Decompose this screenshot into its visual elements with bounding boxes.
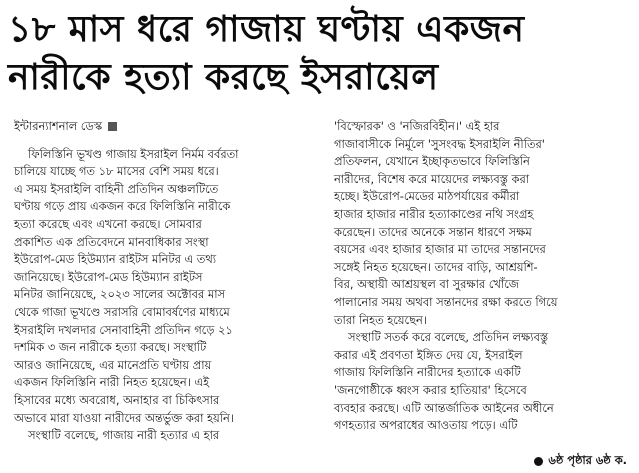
square-bullet-icon <box>108 122 117 131</box>
desk-label: ইন্টারন্যাশনাল ডেস্ক <box>14 119 103 133</box>
desk-credit <box>14 118 315 136</box>
right-paragraph-1: 'বিস্ফোরক' ও 'নজিরবিহীন।' এই হার গাজাবাসীকে নির্মূলে 'সুসংবদ্ধ ইসরাইলি নীতির' প্রতিফলন, যেখানে ইচ্ছাকৃতভাবে ফিলিস্তিনি নারীদের, বিশেষ করে মায়েদের লক্ষ্যবস্তু করা হচ্ছে। ইউরোপ-মেডের মাঠপর্যায়ের কর্মীরা হাজার হাজার নারীর হত্যাকাণ্ডের নথি সংগ্রহ করেছেন। তাদের অনেকে সন্তান ধারণে সক্ষম বয়সের এবং হাজার হাজার মা তাদের সন্তানদের সঙ্গেই নিহত হয়েছেন। তাদের বাড়ি, আশ্রয়শি- বির, অস্থায়ী আশ্রয়স্থল বা সুরক্ষার খোঁজে পালানোর সময় অথবা সন্তানদের রক্ষা করতে গিয়ে তারা নিহত হয়েছেন। <box>334 119 558 327</box>
left-column <box>14 118 315 445</box>
bullet-dot-icon <box>534 457 543 466</box>
left-paragraph-1: ফিলিস্তিনি ভূখণ্ড গাজায় ইসরাইল নির্মম বর্বরতা চালিয়ে যাচ্ছে গত ১৮ মাসের বেশি সময় ধরে। এ সময় ইসরাইলি বাহিনী প্রতিদিন অঞ্চলটিতে ঘণ্টায় গড়ে প্রায় একজন করে ফিলিস্তিনি নারীকে হত্যা করেছে এবং এখনো করছে। সোমবার প্রকাশিত এক প্রতিবেদনে মানবাধিকার সংস্থা ইউরোপ-মেড হিউম্যান রাইটস মনিটর এ তথ্য জানিয়েছে। ইউরোপ-মেড হিউম্যান রাইটস মনিটর জানিয়েছে, ২০২৩ সালের অক্টোবর মাস থেকে গাজা ভূখণ্ডে সরাসরি বোমাবর্ষণের মাধ্যমে ইসরাইলি দখলদার সেনাবাহিনী প্রতিদিন গড়ে ২১ দশমিক ৩ জন নারীকে হত্যা করছে। সংস্থাটি আরও জানিয়েছে, এর মানেপ্রতি ঘণ্টায় প্রায় একজন ফিলিস্তিনি নারী নিহত হয়েছেন। এই হিসাবের মধ্যে অবরোধ, অনাহার বা চিকিৎসার অভাবে মারা যাওয়া নারীদের অন্তর্ভুক্ত করা হয়নি। <box>14 146 239 425</box>
headline-line-1: ১৮ মাস ধরে গাজায় ঘণ্টায় একজন <box>8 9 525 50</box>
headline-line-2: নারীকে হত্যা করছে ইসরায়েল <box>8 57 439 98</box>
continued-text: ৬ষ্ঠ পৃষ্ঠার ৬ষ্ঠ ক. <box>548 453 627 467</box>
continued-marker <box>534 452 627 471</box>
headline <box>8 6 632 102</box>
left-paragraph-2: সংস্থাটি বলেছে, গাজায় নারী হত্যার এ হার <box>28 428 220 443</box>
right-paragraph-2: সংস্থাটি সতর্ক করে বলেছে, প্রতিদিন লক্ষ্যবস্তু করার এই প্রবণতা ইঙ্গিত দেয় যে, ইসরাইল গাজায় ফিলিস্তিনি নারীদের হত্যাকে একটি 'জনগোষ্ঠীকে ধ্বংস করার হাতিয়ার' হিসেবে ব্যবহার করছে। এটি আন্তর্জাতিক আইনের অধীনে গণহত্যার অপরাধের আওতায় পড়ে। এটি <box>334 330 554 433</box>
right-column <box>334 118 626 435</box>
